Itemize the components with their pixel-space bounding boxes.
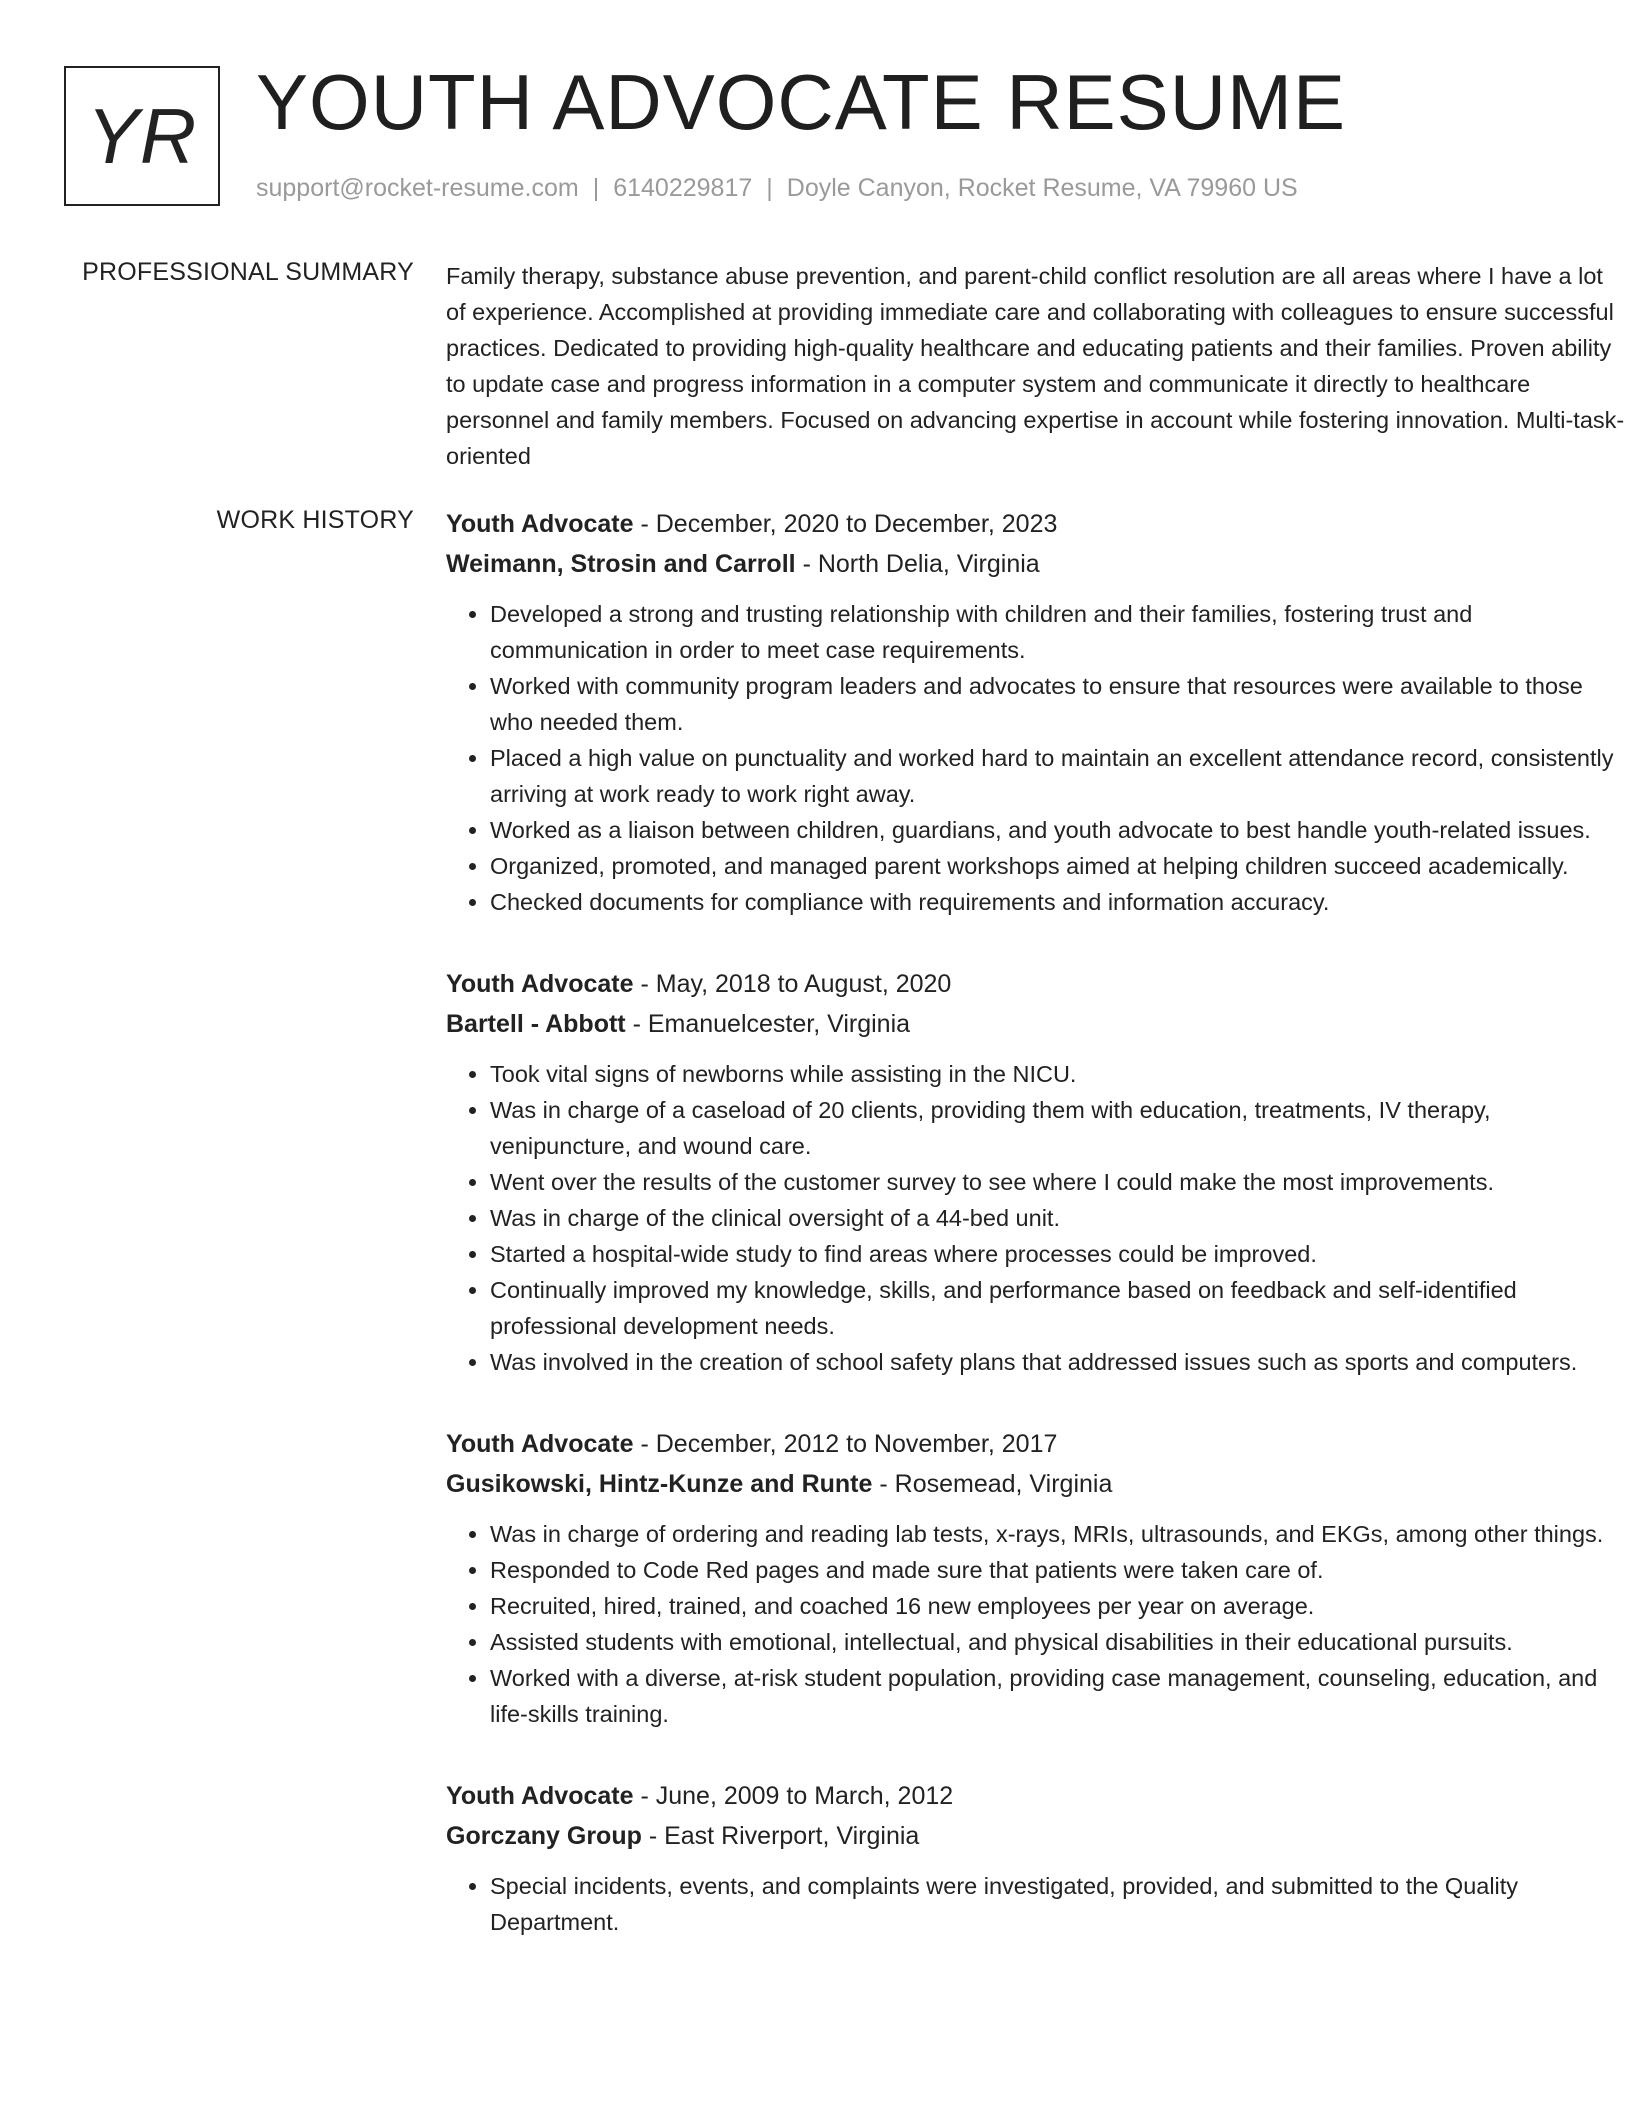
job-bullet: • Took vital signs of newborns while assisting in the NICU. bbox=[490, 1056, 1626, 1092]
job-company-line bbox=[446, 1004, 1626, 1044]
job-dates: - May, 2018 to August, 2020 bbox=[640, 970, 952, 998]
job-title-line bbox=[446, 1776, 1626, 1816]
summary-text: Family therapy, substance abuse prevention, and parent-child conflict resolution are all areas where I have a lot of experience. Accomplished at providing immediate care and collaborating with colleagues to ensure successful practices. Dedicated to providing high-quality healthcare and educating patients and their families. Proven ability to update case and progress information in a computer system and communicate it directly to healthcare personnel and family members. Focused on advancing expertise in account while fostering innovation. Multi-task-oriented bbox=[446, 263, 1625, 469]
job-bullet: • Placed a high value on punctuality and worked hard to maintain an excellent attendance record, consistently arriving at work ready to work right away. bbox=[490, 740, 1626, 812]
contact-address: Doyle Canyon, Rocket Resume, VA 79960 US bbox=[786, 174, 1298, 202]
contact-email: support@rocket-resume.com bbox=[256, 174, 579, 202]
contact-line bbox=[256, 174, 1298, 203]
job-bullet: • Went over the results of the customer survey to see where I could make the most improvements. bbox=[490, 1164, 1626, 1200]
job-title: Youth Advocate bbox=[446, 510, 634, 538]
job-company: Gorczany Group bbox=[446, 1822, 642, 1850]
job-bullet: • Worked with community program leaders and advocates to ensure that resources were available to those who needed them. bbox=[490, 668, 1626, 740]
job-title-line bbox=[446, 1424, 1626, 1464]
job-company: Weimann, Strosin and Carroll bbox=[446, 550, 796, 578]
job-company: Bartell - Abbott bbox=[446, 1010, 626, 1038]
job-bullet: • Was in charge of ordering and reading lab tests, x-rays, MRIs, ultrasounds, and EKGs, among other things. bbox=[490, 1516, 1626, 1552]
job-dates: - December, 2012 to November, 2017 bbox=[640, 1430, 1058, 1458]
job-bullet: • Was in charge of the clinical oversight of a 44-bed unit. bbox=[490, 1200, 1626, 1236]
job-title: Youth Advocate bbox=[446, 970, 634, 998]
resume-header bbox=[64, 58, 1584, 216]
summary-label: PROFESSIONAL SUMMARY bbox=[82, 258, 414, 286]
job-bullet: • Continually improved my knowledge, skills, and performance based on feedback and self-identified professional development needs. bbox=[490, 1272, 1626, 1344]
job-dates: - June, 2009 to March, 2012 bbox=[640, 1782, 954, 1810]
job-title: Youth Advocate bbox=[446, 1430, 634, 1458]
job-bullets bbox=[446, 1056, 1626, 1380]
job-bullet: • Worked with a diverse, at-risk student population, providing case management, counseling, education, and life-skills training. bbox=[490, 1660, 1626, 1732]
job-bullet: • Checked documents for compliance with requirements and information accuracy. bbox=[490, 884, 1626, 920]
job-bullet: • Developed a strong and trusting relationship with children and their families, fostering trust and communication in order to meet case requirements. bbox=[490, 596, 1626, 668]
resume-title: YOUTH ADVOCATE RESUME bbox=[256, 58, 1347, 146]
job-company: Gusikowski, Hintz-Kunze and Runte bbox=[446, 1470, 873, 1498]
job-company-line bbox=[446, 544, 1626, 584]
job-title: Youth Advocate bbox=[446, 1782, 634, 1810]
job-bullet: • Special incidents, events, and complaints were investigated, provided, and submitted to the Quality Department. bbox=[490, 1868, 1626, 1940]
job-entry bbox=[446, 504, 1626, 920]
job-entry bbox=[446, 1424, 1626, 1732]
contact-separator: | bbox=[592, 174, 600, 202]
job-entry bbox=[446, 964, 1626, 1380]
job-location: - North Delia, Virginia bbox=[802, 550, 1040, 578]
job-entry bbox=[446, 1776, 1626, 1940]
job-bullets bbox=[446, 1516, 1626, 1732]
job-bullet: • Organized, promoted, and managed parent workshops aimed at helping children succeed academically. bbox=[490, 848, 1626, 884]
job-company-line bbox=[446, 1464, 1626, 1504]
job-bullet: • Worked as a liaison between children, guardians, and youth advocate to best handle youth-related issues. bbox=[490, 812, 1626, 848]
contact-phone: 6140229817 bbox=[613, 174, 753, 202]
monogram-logo: YR bbox=[64, 66, 220, 206]
job-bullet: • Was involved in the creation of school safety plans that addressed issues such as sports and computers. bbox=[490, 1344, 1626, 1380]
job-location: - East Riverport, Virginia bbox=[648, 1822, 920, 1850]
contact-separator: | bbox=[766, 174, 773, 202]
job-location: - Emanuelcester, Virginia bbox=[632, 1010, 911, 1038]
job-bullet: • Started a hospital-wide study to find areas where processes could be improved. bbox=[490, 1236, 1626, 1272]
job-bullet: • Recruited, hired, trained, and coached 16 new employees per year on average. bbox=[490, 1588, 1626, 1624]
job-bullets bbox=[446, 1868, 1626, 1940]
job-dates: - December, 2020 to December, 2023 bbox=[640, 510, 1058, 538]
job-bullet: • Was in charge of a caseload of 20 clients, providing them with education, treatments, IV therapy, venipuncture, and wound care. bbox=[490, 1092, 1626, 1164]
job-bullet: • Responded to Code Red pages and made sure that patients were taken care of. bbox=[490, 1552, 1626, 1588]
job-bullet: • Assisted students with emotional, intellectual, and physical disabilities in their educational pursuits. bbox=[490, 1624, 1626, 1660]
work-history-label: WORK HISTORY bbox=[216, 506, 414, 534]
summary-body bbox=[446, 258, 1626, 474]
job-bullets bbox=[446, 596, 1626, 920]
job-title-line bbox=[446, 964, 1626, 1004]
job-company-line bbox=[446, 1816, 1626, 1856]
job-title-line bbox=[446, 504, 1626, 544]
work-history-body bbox=[446, 504, 1626, 1984]
job-location: - Rosemead, Virginia bbox=[879, 1470, 1113, 1498]
